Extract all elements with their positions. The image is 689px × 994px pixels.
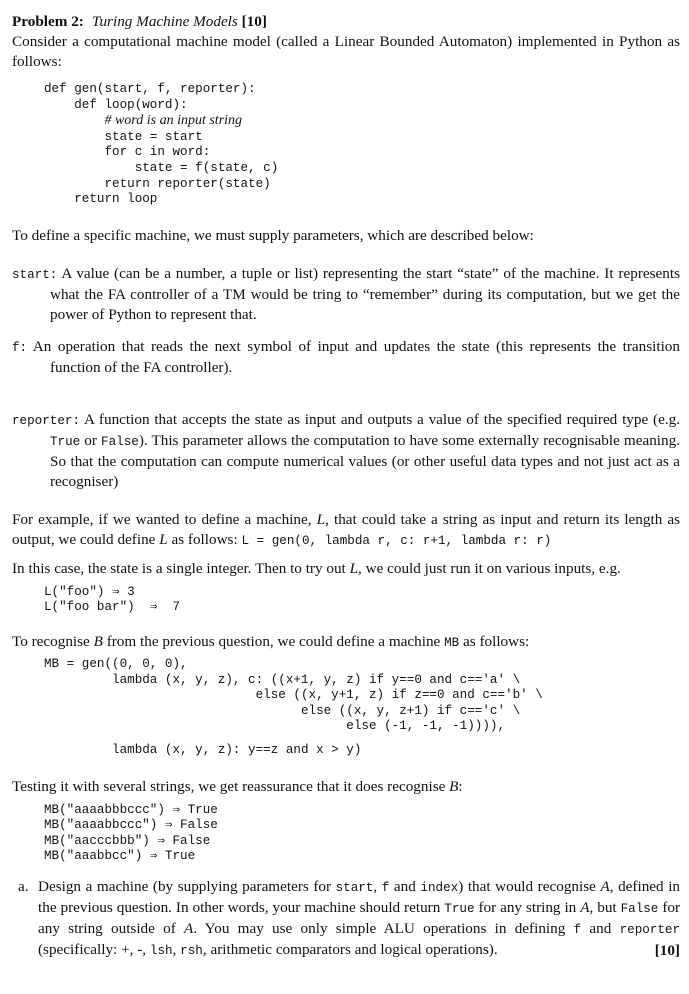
math-var: A	[580, 898, 590, 916]
params-intro: To define a specific machine, we must supply parameters, which are described below:	[12, 226, 534, 244]
inline-code: L = gen(0, lambda r, c: r+1, lambda r: r)	[241, 533, 552, 548]
code-line: L("foo bar") ⇒ 7	[44, 600, 181, 615]
param-text: An operation that reads the next symbol of input and updates the state (this represents the transition function of the FA controller).	[32, 337, 680, 376]
inline-code: f	[381, 880, 390, 895]
code-line: lambda (x, y, z): y==z and x > y)	[44, 742, 362, 757]
state-note: In this case, the state is a single integer. Then to try out L, we could just run it on various inputs, e.g.	[12, 559, 621, 577]
param-f	[12, 337, 680, 378]
inline-code: False	[101, 434, 139, 449]
inline-code: start	[335, 880, 374, 895]
problem-label: Problem 2:	[12, 13, 84, 30]
code-line: MB = gen((0, 0, 0),	[44, 656, 188, 671]
math-var: A	[184, 919, 194, 937]
code-line: state = start	[44, 129, 203, 144]
math-var: L	[349, 559, 359, 577]
param-reporter: reporter: A function that accepts the state as input and outputs a value of the specified required type (e.g. True or False). This parameter allows the computation to have some externally recognisable meaning. So that the computation can compute numerical values (or other useful data types and not just act as a recogniser)	[12, 410, 681, 490]
param-key: reporter:	[12, 413, 81, 428]
code-line: else ((x, y, z+1) if c=='c' \	[44, 703, 521, 718]
inline-code: f	[573, 922, 582, 937]
param-key: start:	[12, 267, 58, 282]
code-line: lambda (x, y, z), c: ((x+1, y, z) if y==0 and c=='a' \	[44, 672, 521, 687]
math-var: A	[600, 877, 610, 895]
intro-paragraph: Consider a computational machine model (called a Linear Bounded Automaton) implemented in Python as follows:	[12, 33, 680, 70]
math-var: L	[159, 530, 168, 548]
code-line	[44, 113, 680, 130]
problem-heading	[12, 12, 680, 32]
math-var: B	[93, 632, 103, 650]
example-paragraph: For example, if we wanted to define a machine, L, that could take a string as input and return its length as output, we could define L as follows: L = gen(0, lambda r, c: r+1, lambda r: r)	[12, 510, 681, 548]
question-body: Design a machine (by supplying parameters for start, f and index) that would recognise A, defined in the previous question. In other words, your machine should return True for any string in A, but False for any string outside of A. You may use only simple ALU operations in defining f and reporter (specifically: +, -, lsh, rsh, arithmetic comparators and logical operations). [10]	[38, 877, 681, 959]
code-line: return reporter(state)	[44, 176, 271, 191]
code-line: for c in word:	[44, 145, 211, 160]
inline-code: MB	[444, 635, 460, 650]
code-line: return loop	[44, 192, 158, 207]
param-text: A value (can be a number, a tuple or list) representing the start “state” of the machine. It represents what the FA controller of a TM would be tring to “remember” during its computation, but we get the power of Python to represent that.	[50, 264, 680, 323]
testing-paragraph: Testing it with several strings, we get reassurance that it does recognise B:	[12, 777, 463, 795]
code-line: MB("aacccbbb") ⇒ False	[44, 833, 211, 848]
code-line: def gen(start, f, reporter):	[44, 82, 256, 96]
question-a	[18, 877, 680, 961]
math-var: B	[449, 777, 459, 795]
problem-page	[12, 12, 680, 961]
code-line: MB("aaaabbccc") ⇒ False	[44, 818, 218, 833]
math-var: L	[316, 510, 326, 528]
l-examples-block	[44, 585, 680, 616]
inline-code: True	[50, 434, 81, 449]
code-line: else (-1, -1, -1)))),	[44, 719, 506, 734]
question-marker: a.	[18, 877, 29, 895]
recognise-paragraph: To recognise B from the previous question, we could define a machine MB as follows:	[12, 632, 530, 650]
mb-code-block	[44, 657, 680, 759]
code-line: def loop(word):	[44, 97, 188, 112]
inline-code: rsh	[180, 943, 203, 958]
inline-code: False	[620, 901, 659, 916]
inline-code: reporter	[619, 922, 681, 937]
param-key: f:	[12, 340, 28, 355]
problem-title: Turing Machine Models	[91, 13, 238, 30]
code-line: else ((x, y+1, z) if z==0 and c=='b' \	[44, 688, 543, 703]
problem-points: [10]	[241, 13, 267, 30]
code-line: MB("aaaabbbccc") ⇒ True	[44, 802, 218, 817]
code-line: state = f(state, c)	[44, 160, 279, 175]
gen-code-block	[44, 82, 680, 208]
code-line: MB("aaabbcc") ⇒ True	[44, 849, 196, 864]
inline-code: lsh	[149, 943, 173, 958]
inline-code: True	[444, 901, 475, 916]
code-line: L("foo") ⇒ 3	[44, 584, 135, 599]
tests-block	[44, 803, 680, 865]
question-points: [10]	[654, 941, 680, 959]
code-comment: # word is an input string	[104, 113, 243, 129]
inline-code: index	[420, 880, 459, 895]
param-start	[12, 264, 680, 325]
